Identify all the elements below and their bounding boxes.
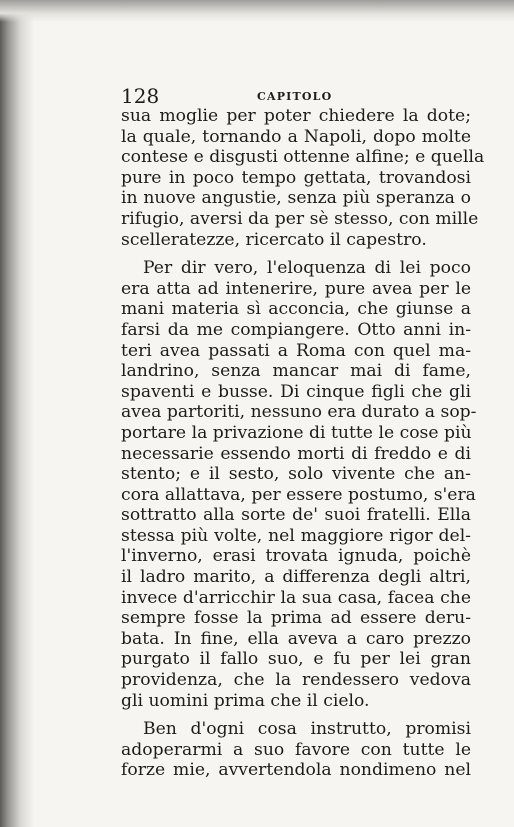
text-line: teri avea passati a Roma con quel ma- [121,340,471,361]
paragraph-gap [121,711,471,719]
text-line: in nuove angustie, senza più speranza o [121,188,471,209]
top-edge-shadow [0,0,514,22]
text-line: landrino, senza mancar mai di fame, [121,361,471,382]
text-line: sempre fosse la prima ad essere deru- [121,608,471,629]
text-line: cora allattava, per essere postumo, s'era [121,484,476,505]
text-line: il ladro marito, a differenza degli altri, [121,567,471,588]
text-line: bata. In fine, ella aveva a caro prezzo [121,628,471,649]
text-line: invece d'arricchir la sua casa, facea che [121,587,471,608]
text-line: rifugio, aversi da per sè stesso, con mille [121,208,479,229]
text-line: stento; e il sesto, solo vivente che an- [121,464,471,485]
text-line: sottratto alla sorte de' suoi fratelli. Ella [121,505,471,526]
running-head: CAPITOLO [257,90,333,103]
text-line: l'inverno, erasi trovata ignuda, poichè [121,546,471,567]
text-line: farsi da me compiangere. Otto anni in- [121,319,471,340]
page-number: 128 [121,84,160,108]
text-line: providenza, che la rendessero vedova [121,670,471,691]
text-line: stessa più volte, nel maggiore rigor del- [121,525,471,546]
body-text [121,106,485,781]
text-line: sua moglie per poter chiedere la dote; [121,106,471,126]
text-line: scelleratezze, ricercato il capestro. [121,229,427,250]
text-line: contese e disgusti ottenne alfine; e quella [121,147,485,168]
text-line: pure in poco tempo gettata, trovandosi [121,167,471,188]
paragraph-gap [121,250,471,258]
paragraph-2 [121,258,477,711]
text-line: necessarie essendo morti di freddo e di [121,443,471,464]
text-line: purgato il fallo suo, e fu per lei gran [121,649,471,670]
text-line: gli uomini prima che il cielo. [121,690,370,711]
paragraph-3 [121,719,471,781]
text-line: Per dir vero, l'eloquenza di lei poco [143,258,471,279]
text-line: avea partoriti, nessuno era durato a sop- [121,402,477,423]
text-line: Ben d'ogni cosa instrutto, promisi [143,719,471,740]
text-line: era atta ad intenerire, pure avea per le [121,278,471,299]
paragraph-1 [121,106,485,250]
text-line: la quale, tornando a Napoli, dopo molte [121,126,471,147]
text-line: mani materia sì acconcia, che giunse a [121,299,471,320]
text-line: portare la privazione di tutte le cose più [121,422,472,443]
text-line: spaventi e busse. Di cinque figli che gli [121,381,471,402]
binding-shadow [0,0,34,827]
text-line: forze mie, avvertendola nondimeno nel [121,760,471,781]
text-line: adoperarmi a suo favore con tutte le [121,739,471,760]
